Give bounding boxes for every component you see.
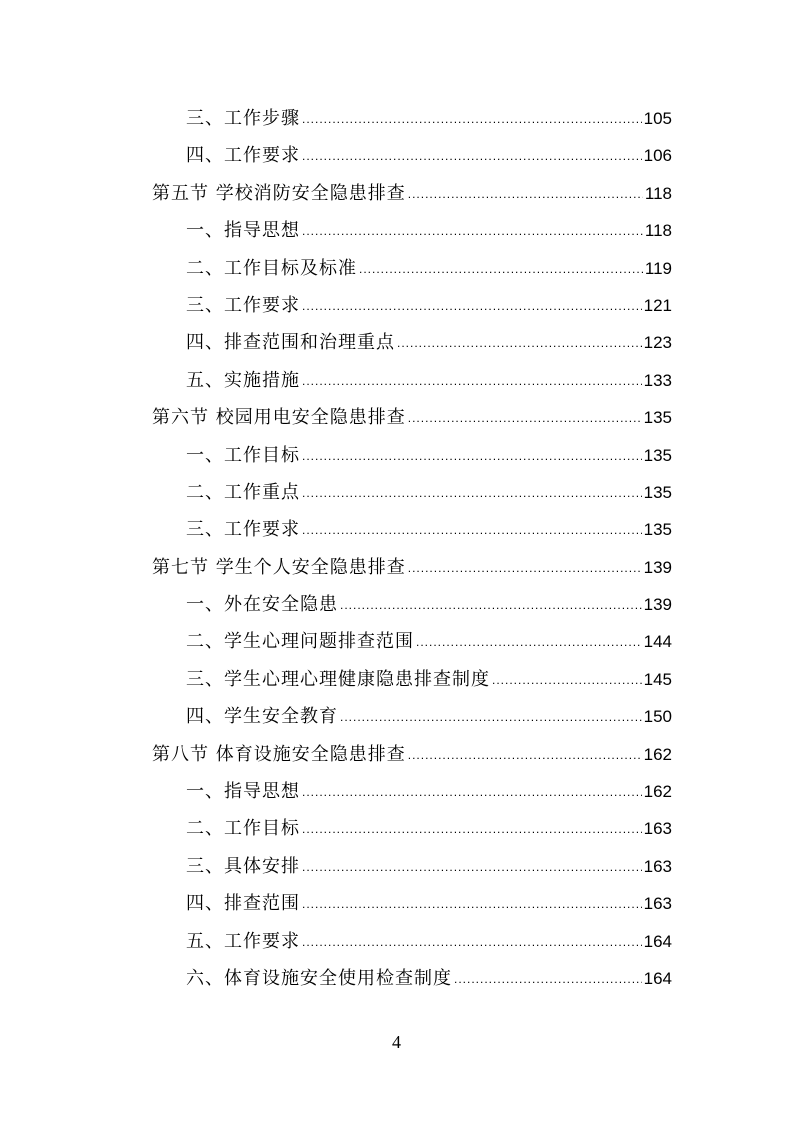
toc-dot-leader <box>359 249 643 288</box>
toc-entry-title: 二、工作目标 <box>186 818 300 840</box>
toc-entry-title: 第七节 学生个人安全隐患排查 <box>152 556 406 578</box>
toc-entry-title: 第八节 体育设施安全隐患排查 <box>152 743 406 765</box>
toc-dot-leader <box>340 585 642 624</box>
toc-dot-leader <box>302 809 642 848</box>
toc-entry-page: 118 <box>644 183 672 203</box>
toc-entry-title: 三、工作要求 <box>186 519 300 541</box>
page-number: 4 <box>392 1032 401 1052</box>
toc-entry-title: 五、实施措施 <box>186 369 300 391</box>
toc-entry[interactable] <box>152 437 672 474</box>
toc-dot-leader <box>302 922 642 961</box>
toc-entry[interactable] <box>152 698 672 735</box>
toc-dot-leader <box>302 211 643 250</box>
toc-dot-leader <box>408 174 643 213</box>
toc-entry[interactable] <box>152 287 672 324</box>
toc-dot-leader <box>302 286 642 325</box>
toc-entry[interactable] <box>152 586 672 623</box>
toc-dot-leader <box>454 959 642 998</box>
toc-dot-leader <box>302 361 642 400</box>
toc-dot-leader <box>408 548 642 587</box>
toc-entry[interactable] <box>152 661 672 698</box>
toc-entry-page: 121 <box>643 295 672 315</box>
toc-entry-page: 106 <box>643 146 672 166</box>
toc-entry-title: 六、体育设施安全使用检查制度 <box>186 967 452 989</box>
toc-dot-leader <box>302 436 642 475</box>
toc-entry-title: 五、工作要求 <box>186 930 300 952</box>
toc-entry-page: 162 <box>643 782 672 802</box>
toc-entry-page: 139 <box>643 595 672 615</box>
toc-entry-title: 四、排查范围 <box>186 893 300 915</box>
toc-entry-title: 三、工作要求 <box>186 294 300 316</box>
toc-entry-page: 135 <box>643 482 672 502</box>
toc-entry-title: 一、指导思想 <box>186 781 300 803</box>
toc-dot-leader <box>492 660 642 699</box>
toc-entry-page: 163 <box>643 819 672 839</box>
toc-entry-page: 150 <box>643 707 672 727</box>
toc-entry[interactable] <box>152 960 672 997</box>
toc-dot-leader <box>302 473 642 512</box>
toc-entry-page: 135 <box>643 445 672 465</box>
toc-entry-page: 164 <box>643 931 672 951</box>
toc-entry-page: 123 <box>643 333 672 353</box>
toc-entry-page: 135 <box>643 520 672 540</box>
toc-entry-page: 135 <box>643 408 672 428</box>
toc-entry[interactable] <box>152 885 672 922</box>
toc-dot-leader <box>302 884 642 923</box>
toc-dot-leader <box>408 398 642 437</box>
toc-section-entry[interactable] <box>152 175 672 212</box>
toc-entry-title: 第六节 校园用电安全隐患排查 <box>152 407 406 429</box>
toc-entry-title: 二、学生心理问题排查范围 <box>186 631 414 653</box>
toc-dot-leader <box>416 622 642 661</box>
toc-entry-page: 133 <box>643 370 672 390</box>
toc-entry-title: 三、学生心理心理健康隐患排查制度 <box>186 668 490 690</box>
toc-entry[interactable] <box>152 137 672 174</box>
toc-entry-title: 四、排查范围和治理重点 <box>186 332 395 354</box>
toc-dot-leader <box>340 697 642 736</box>
toc-entry-page: 105 <box>643 109 672 128</box>
toc-entry-title: 四、学生安全教育 <box>186 706 338 728</box>
toc-entry[interactable] <box>152 324 672 361</box>
toc-entry-page: 118 <box>644 221 672 241</box>
toc-entry-page: 163 <box>643 894 672 914</box>
toc-entry[interactable] <box>152 212 672 249</box>
toc-dot-leader <box>397 323 642 362</box>
toc-entry[interactable] <box>152 100 672 137</box>
toc-entry-title: 二、工作重点 <box>186 481 300 503</box>
toc-entry-page: 162 <box>643 744 672 764</box>
toc-entry[interactable] <box>152 773 672 810</box>
toc-entry[interactable] <box>152 810 672 847</box>
toc-section-entry[interactable] <box>152 549 672 586</box>
toc-entry-title: 一、指导思想 <box>186 220 300 242</box>
toc-entry-title: 三、具体安排 <box>186 855 300 877</box>
toc-entry-page: 163 <box>643 856 672 876</box>
toc-dot-leader <box>302 847 642 886</box>
toc-entry-page: 144 <box>643 632 672 652</box>
toc-entry-title: 三、工作步骤 <box>186 108 300 129</box>
toc-entry[interactable] <box>152 848 672 885</box>
toc-entry[interactable] <box>152 474 672 511</box>
toc-entry-title: 第五节 学校消防安全隐患排查 <box>152 182 406 204</box>
toc-entry[interactable] <box>152 511 672 548</box>
toc-entry-title: 二、工作目标及标准 <box>186 257 357 279</box>
toc-entry-page: 164 <box>643 968 672 988</box>
toc-entry[interactable] <box>152 250 672 287</box>
toc-entry[interactable] <box>152 362 672 399</box>
toc-entry-page: 119 <box>644 258 672 278</box>
toc-entry-title: 一、工作目标 <box>186 444 300 466</box>
toc-entry-title: 四、工作要求 <box>186 145 300 167</box>
toc-entry[interactable] <box>152 623 672 660</box>
toc-section-entry[interactable] <box>152 736 672 773</box>
toc-dot-leader <box>408 735 642 774</box>
toc-entry[interactable] <box>152 923 672 960</box>
toc-dot-leader <box>302 772 642 811</box>
toc-dot-leader <box>302 99 642 138</box>
toc-section-entry[interactable] <box>152 399 672 436</box>
toc-dot-leader <box>302 136 642 175</box>
toc-entry-page: 145 <box>643 669 672 689</box>
table-of-contents <box>152 100 672 997</box>
toc-dot-leader <box>302 510 642 549</box>
toc-entry-title: 一、外在安全隐患 <box>186 594 338 616</box>
toc-entry-page: 139 <box>643 557 672 577</box>
